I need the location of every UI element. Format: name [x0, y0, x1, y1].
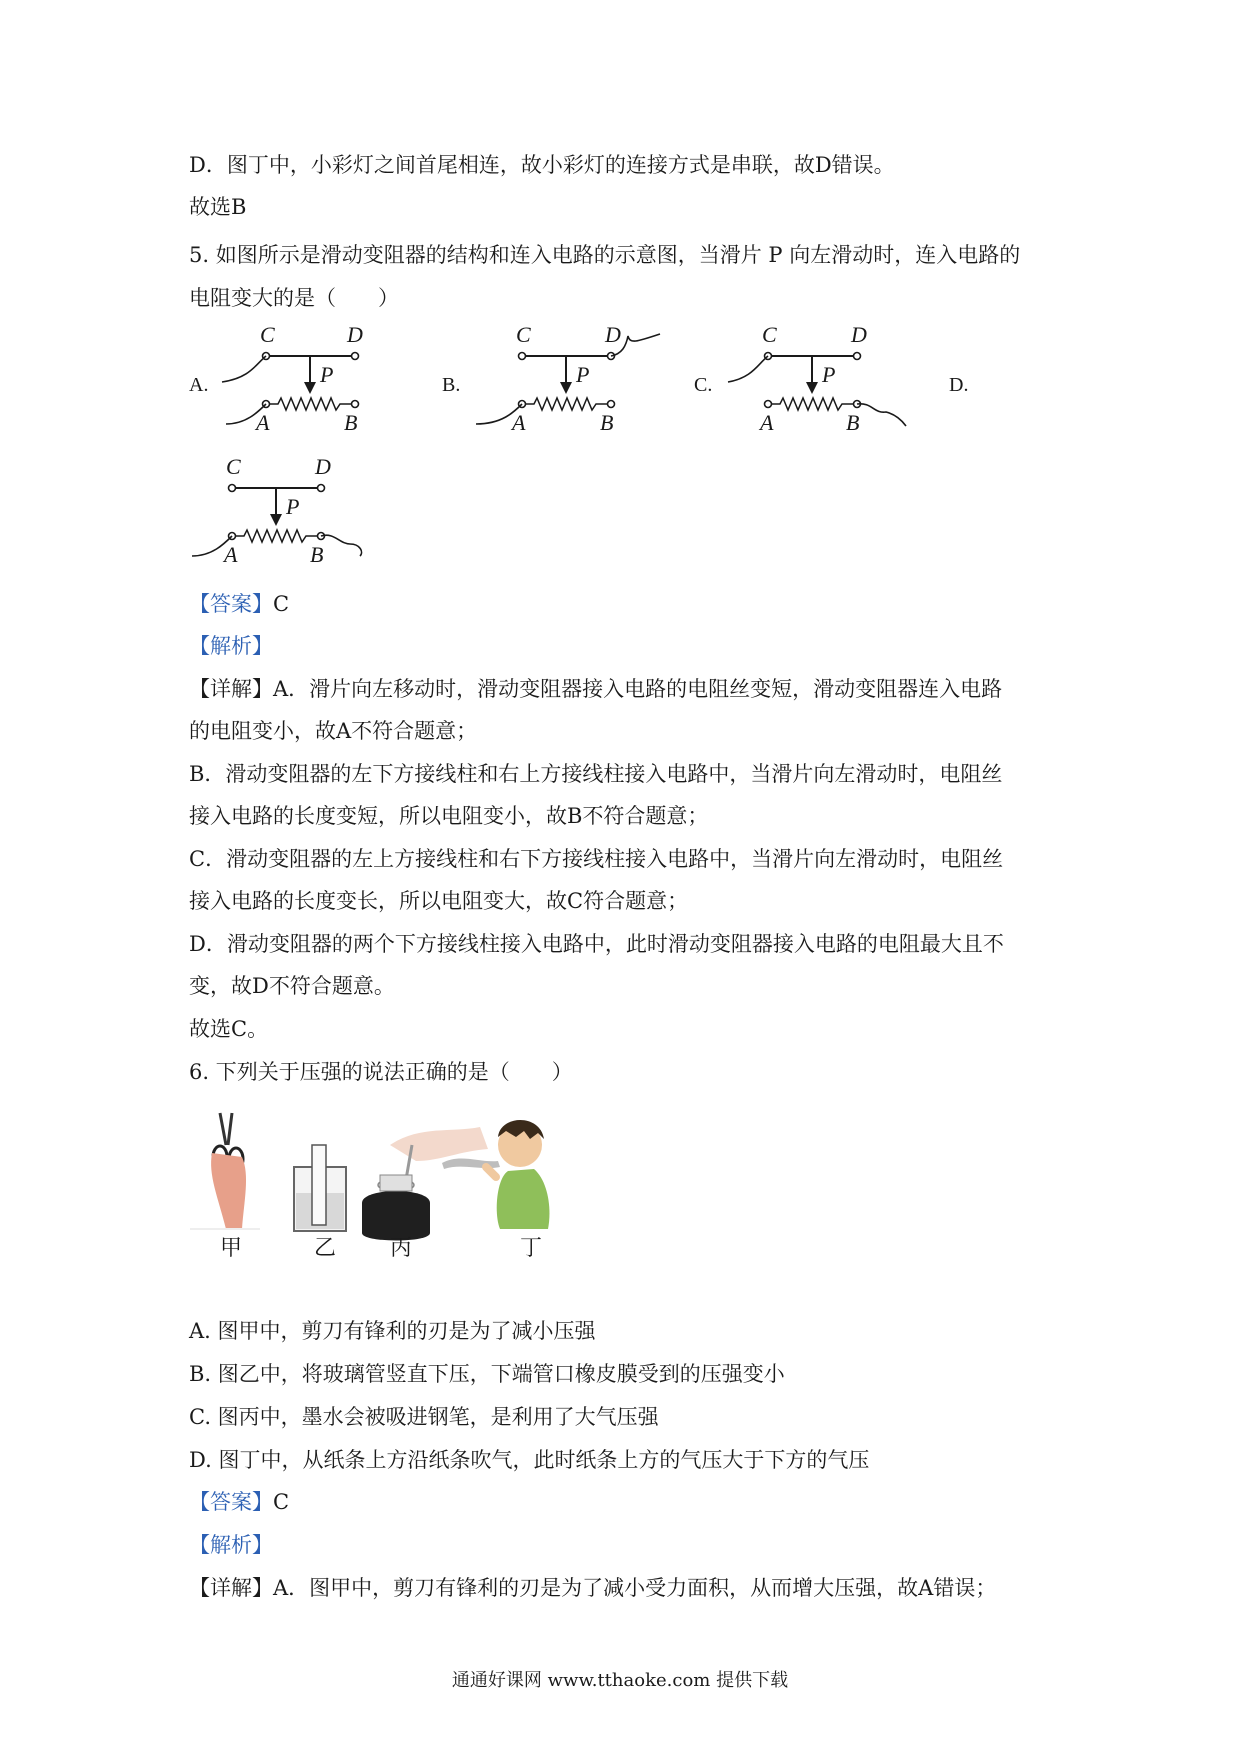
analysis-tag: 【解析】: [189, 1533, 273, 1557]
answer-tag: 【答案】: [189, 592, 273, 616]
option-6b: B. 图乙中，将玻璃管竖直下压，下端管口橡皮膜受到的压强变小: [189, 1362, 785, 1386]
svg-text:C: C: [762, 322, 777, 347]
detail-text: A．图甲中，剪刀有锋利的刃是为了减小受力面积，从而增大压强，故A错误；: [273, 1576, 997, 1600]
svg-text:A: A: [256, 410, 270, 435]
svg-text:A: A: [512, 410, 526, 435]
svg-text:C: C: [260, 322, 275, 347]
text-line: 故选B: [189, 195, 247, 219]
text-line: C．滑动变阻器的左上方接线柱和右下方接线柱接入电路中，当滑片向左滑动时，电阻丝: [189, 847, 1004, 871]
text-line: 接入电路的长度变长，所以电阻变大，故C符合题意；: [189, 889, 689, 913]
rheostat-diagram-c: [722, 320, 912, 440]
text-line: 故选C。: [189, 1017, 269, 1041]
detail-text: A．滑片向左移动时，滑动变阻器接入电路的电阻丝变短，滑动变阻器连入电路: [273, 677, 1003, 701]
option-5c-label: C.: [694, 374, 713, 396]
analysis-tag: 【解析】: [189, 634, 273, 658]
option-5d-label: D.: [949, 374, 969, 396]
answer-5: [189, 590, 289, 618]
svg-text:D: D: [347, 322, 363, 347]
option-6c: C. 图丙中，墨水会被吸进钢笔，是利用了大气压强: [189, 1405, 659, 1429]
svg-text:D: D: [851, 322, 867, 347]
answer-value: C: [273, 592, 290, 616]
ink-bottle-icon: [362, 1127, 488, 1241]
detail-5: [189, 675, 1002, 703]
text-line: 接入电路的长度变短，所以电阻变小，故B不符合题意；: [189, 804, 709, 828]
text-line: B．滑动变阻器的左下方接线柱和右上方接线柱接入电路中，当滑片向左滑动时，电阻丝: [189, 762, 1003, 786]
svg-text:P: P: [822, 362, 836, 387]
answer-tag: 【答案】: [189, 1490, 273, 1514]
svg-text:D: D: [605, 322, 621, 347]
caption-jia: 甲: [220, 1235, 243, 1260]
beaker-icon: [294, 1145, 346, 1231]
detail-6: [189, 1574, 996, 1602]
rheostat-diagram-a: [220, 320, 380, 440]
question-5-stem: 电阻变大的是（ ）: [189, 286, 399, 310]
option-6a: A. 图甲中，剪刀有锋利的刃是为了减小压强: [189, 1319, 596, 1343]
detail-tag: 【详解】: [189, 1576, 273, 1600]
text-line: 变，故D不符合题意。: [189, 974, 395, 998]
svg-text:A: A: [760, 410, 774, 435]
option-5b-label: B.: [442, 374, 461, 396]
option-5a-label: A.: [189, 374, 209, 396]
page-footer: 通通好课网 www.tthaoke.com 提供下载: [451, 1670, 789, 1691]
caption-yi: 乙: [314, 1235, 337, 1260]
svg-text:P: P: [576, 362, 590, 387]
text-line: D．图丁中，小彩灯之间首尾相连，故小彩灯的连接方式是串联，故D错误。: [189, 153, 895, 177]
option-6d: D. 图丁中，从纸条上方沿纸条吹气，此时纸条上方的气压大于下方的气压: [189, 1448, 870, 1472]
svg-text:B: B: [344, 410, 358, 435]
rheostat-diagram-d: [190, 452, 370, 572]
detail-tag: 【详解】: [189, 677, 273, 701]
answer-value: C: [273, 1490, 290, 1514]
question-6-stem: 6. 下列关于压强的说法正确的是（ ）: [189, 1060, 573, 1084]
question-5-stem: 5. 如图所示是滑动变阻器的结构和连入电路的示意图，当滑片 P 向左滑动时，连入电路的: [189, 243, 1021, 267]
rheostat-diagram-b: [472, 320, 672, 440]
pressure-figure: [190, 1105, 630, 1265]
svg-text:A: A: [224, 542, 238, 567]
svg-text:B: B: [310, 542, 324, 567]
scissors-icon: [190, 1113, 260, 1229]
svg-text:B: B: [846, 410, 860, 435]
svg-text:C: C: [226, 454, 241, 479]
answer-6: [189, 1488, 289, 1516]
svg-text:P: P: [286, 494, 300, 519]
caption-ding: 丁: [520, 1235, 543, 1260]
text-line: 的电阻变小，故A不符合题意；: [189, 719, 478, 743]
svg-text:D: D: [315, 454, 331, 479]
svg-text:B: B: [600, 410, 614, 435]
text-line: D．滑动变阻器的两个下方接线柱接入电路中，此时滑动变阻器接入电路的电阻最大且不: [189, 932, 1004, 956]
caption-bing: 丙: [390, 1235, 413, 1260]
svg-text:C: C: [516, 322, 531, 347]
svg-text:P: P: [320, 362, 334, 387]
